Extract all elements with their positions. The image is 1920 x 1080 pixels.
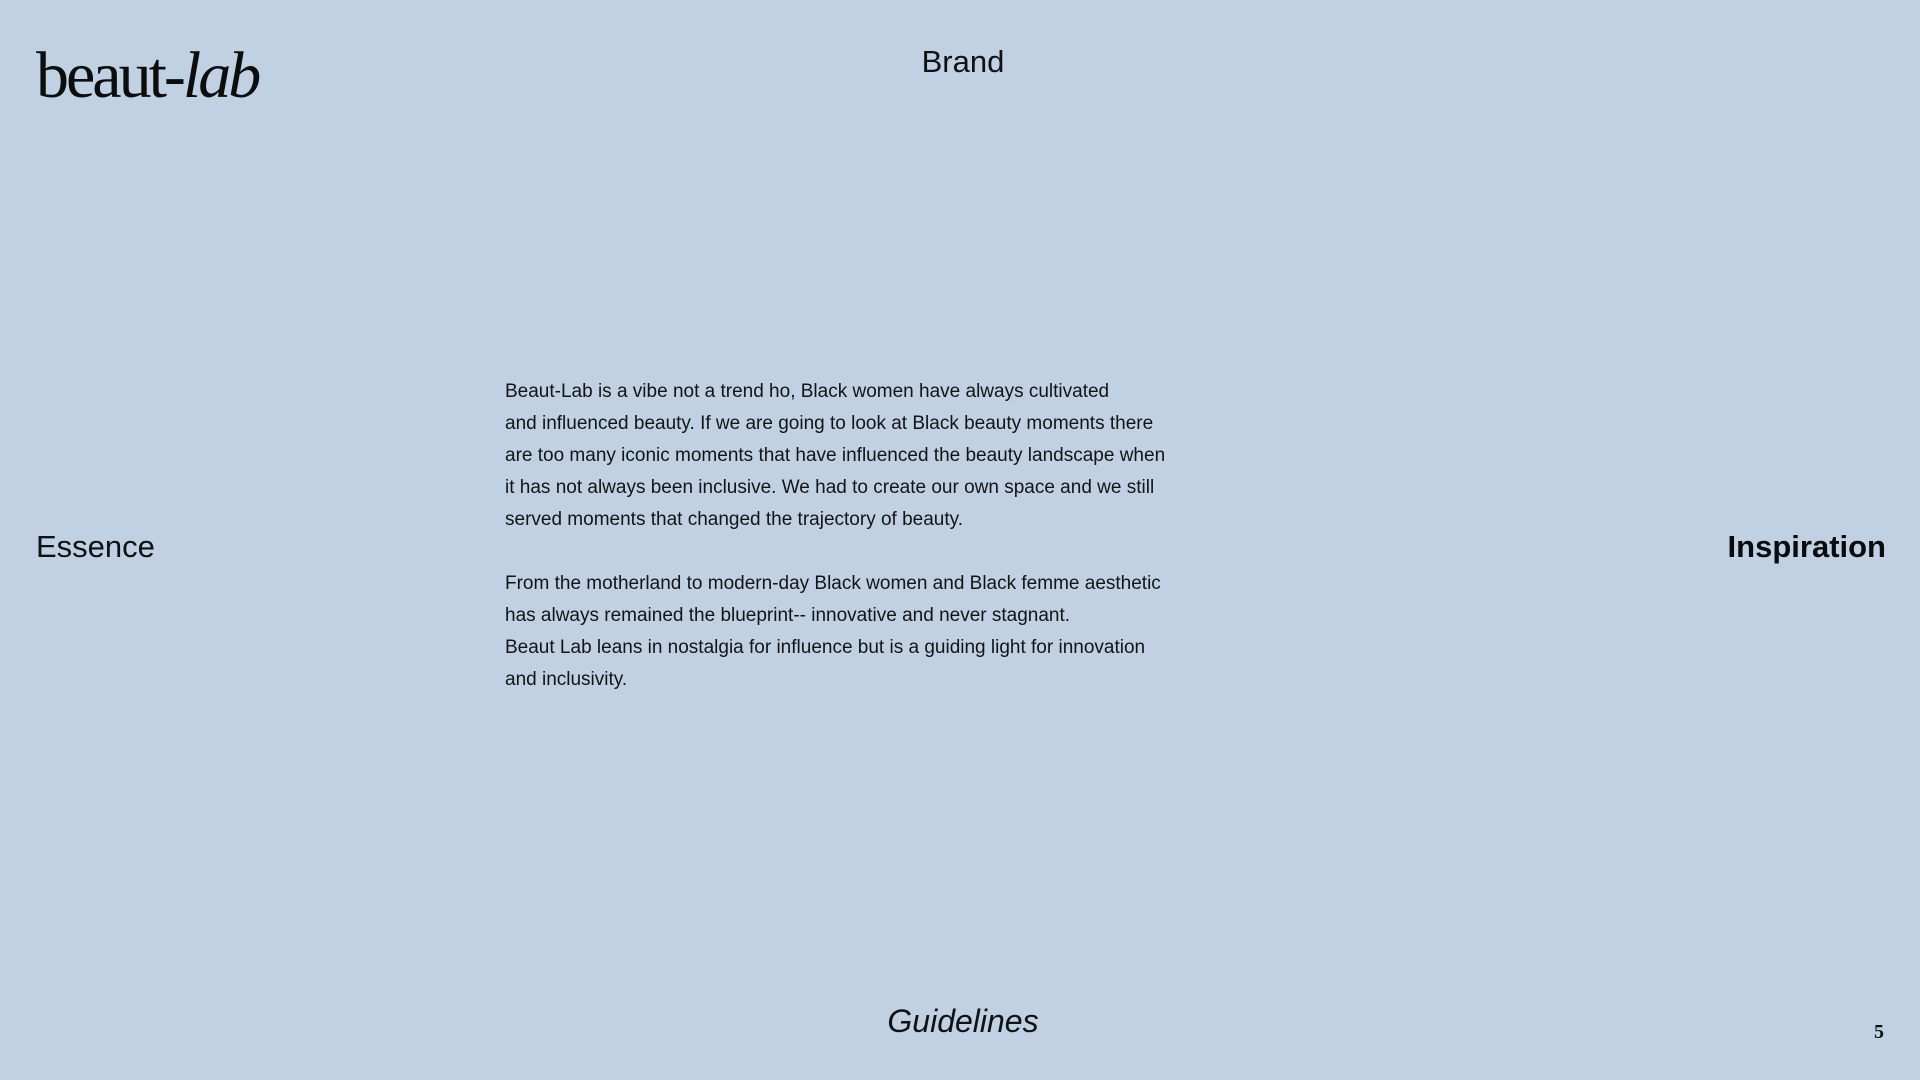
- page-number: 5: [1874, 1021, 1884, 1043]
- side-label-right: Inspiration: [1727, 529, 1886, 564]
- body-line: From the motherland to modern-day Black women and Black femme aesthetic: [505, 573, 1161, 594]
- body-line: are too many iconic moments that have influenced the beauty landscape when: [505, 445, 1166, 466]
- body-line: served moments that changed the trajectory of beauty.: [505, 509, 964, 530]
- logo-text-main: beaut-: [36, 39, 183, 112]
- body-line: and inclusivity.: [505, 669, 628, 690]
- logo-text-italic: lab: [182, 39, 259, 112]
- body-line: Beaut Lab leans in nostalgia for influence but is a guiding light for innovation: [505, 637, 1146, 658]
- body-paragraph: [505, 376, 1225, 536]
- header-title: Brand: [921, 44, 1005, 79]
- body-line: Beaut-Lab is a vibe not a trend ho, Black women have always cultivated: [505, 381, 1110, 402]
- body-line: and influenced beauty. If we are going to look at Black beauty moments there: [505, 413, 1154, 434]
- body-text: [505, 376, 1225, 696]
- body-paragraph: [505, 568, 1225, 696]
- body-line: has always remained the blueprint-- innovative and never stagnant.: [505, 605, 1071, 626]
- body-line: it has not always been inclusive. We had to create our own space and we still: [505, 477, 1155, 498]
- footer-title: Guidelines: [887, 1003, 1039, 1039]
- side-label-left: Essence: [36, 529, 155, 564]
